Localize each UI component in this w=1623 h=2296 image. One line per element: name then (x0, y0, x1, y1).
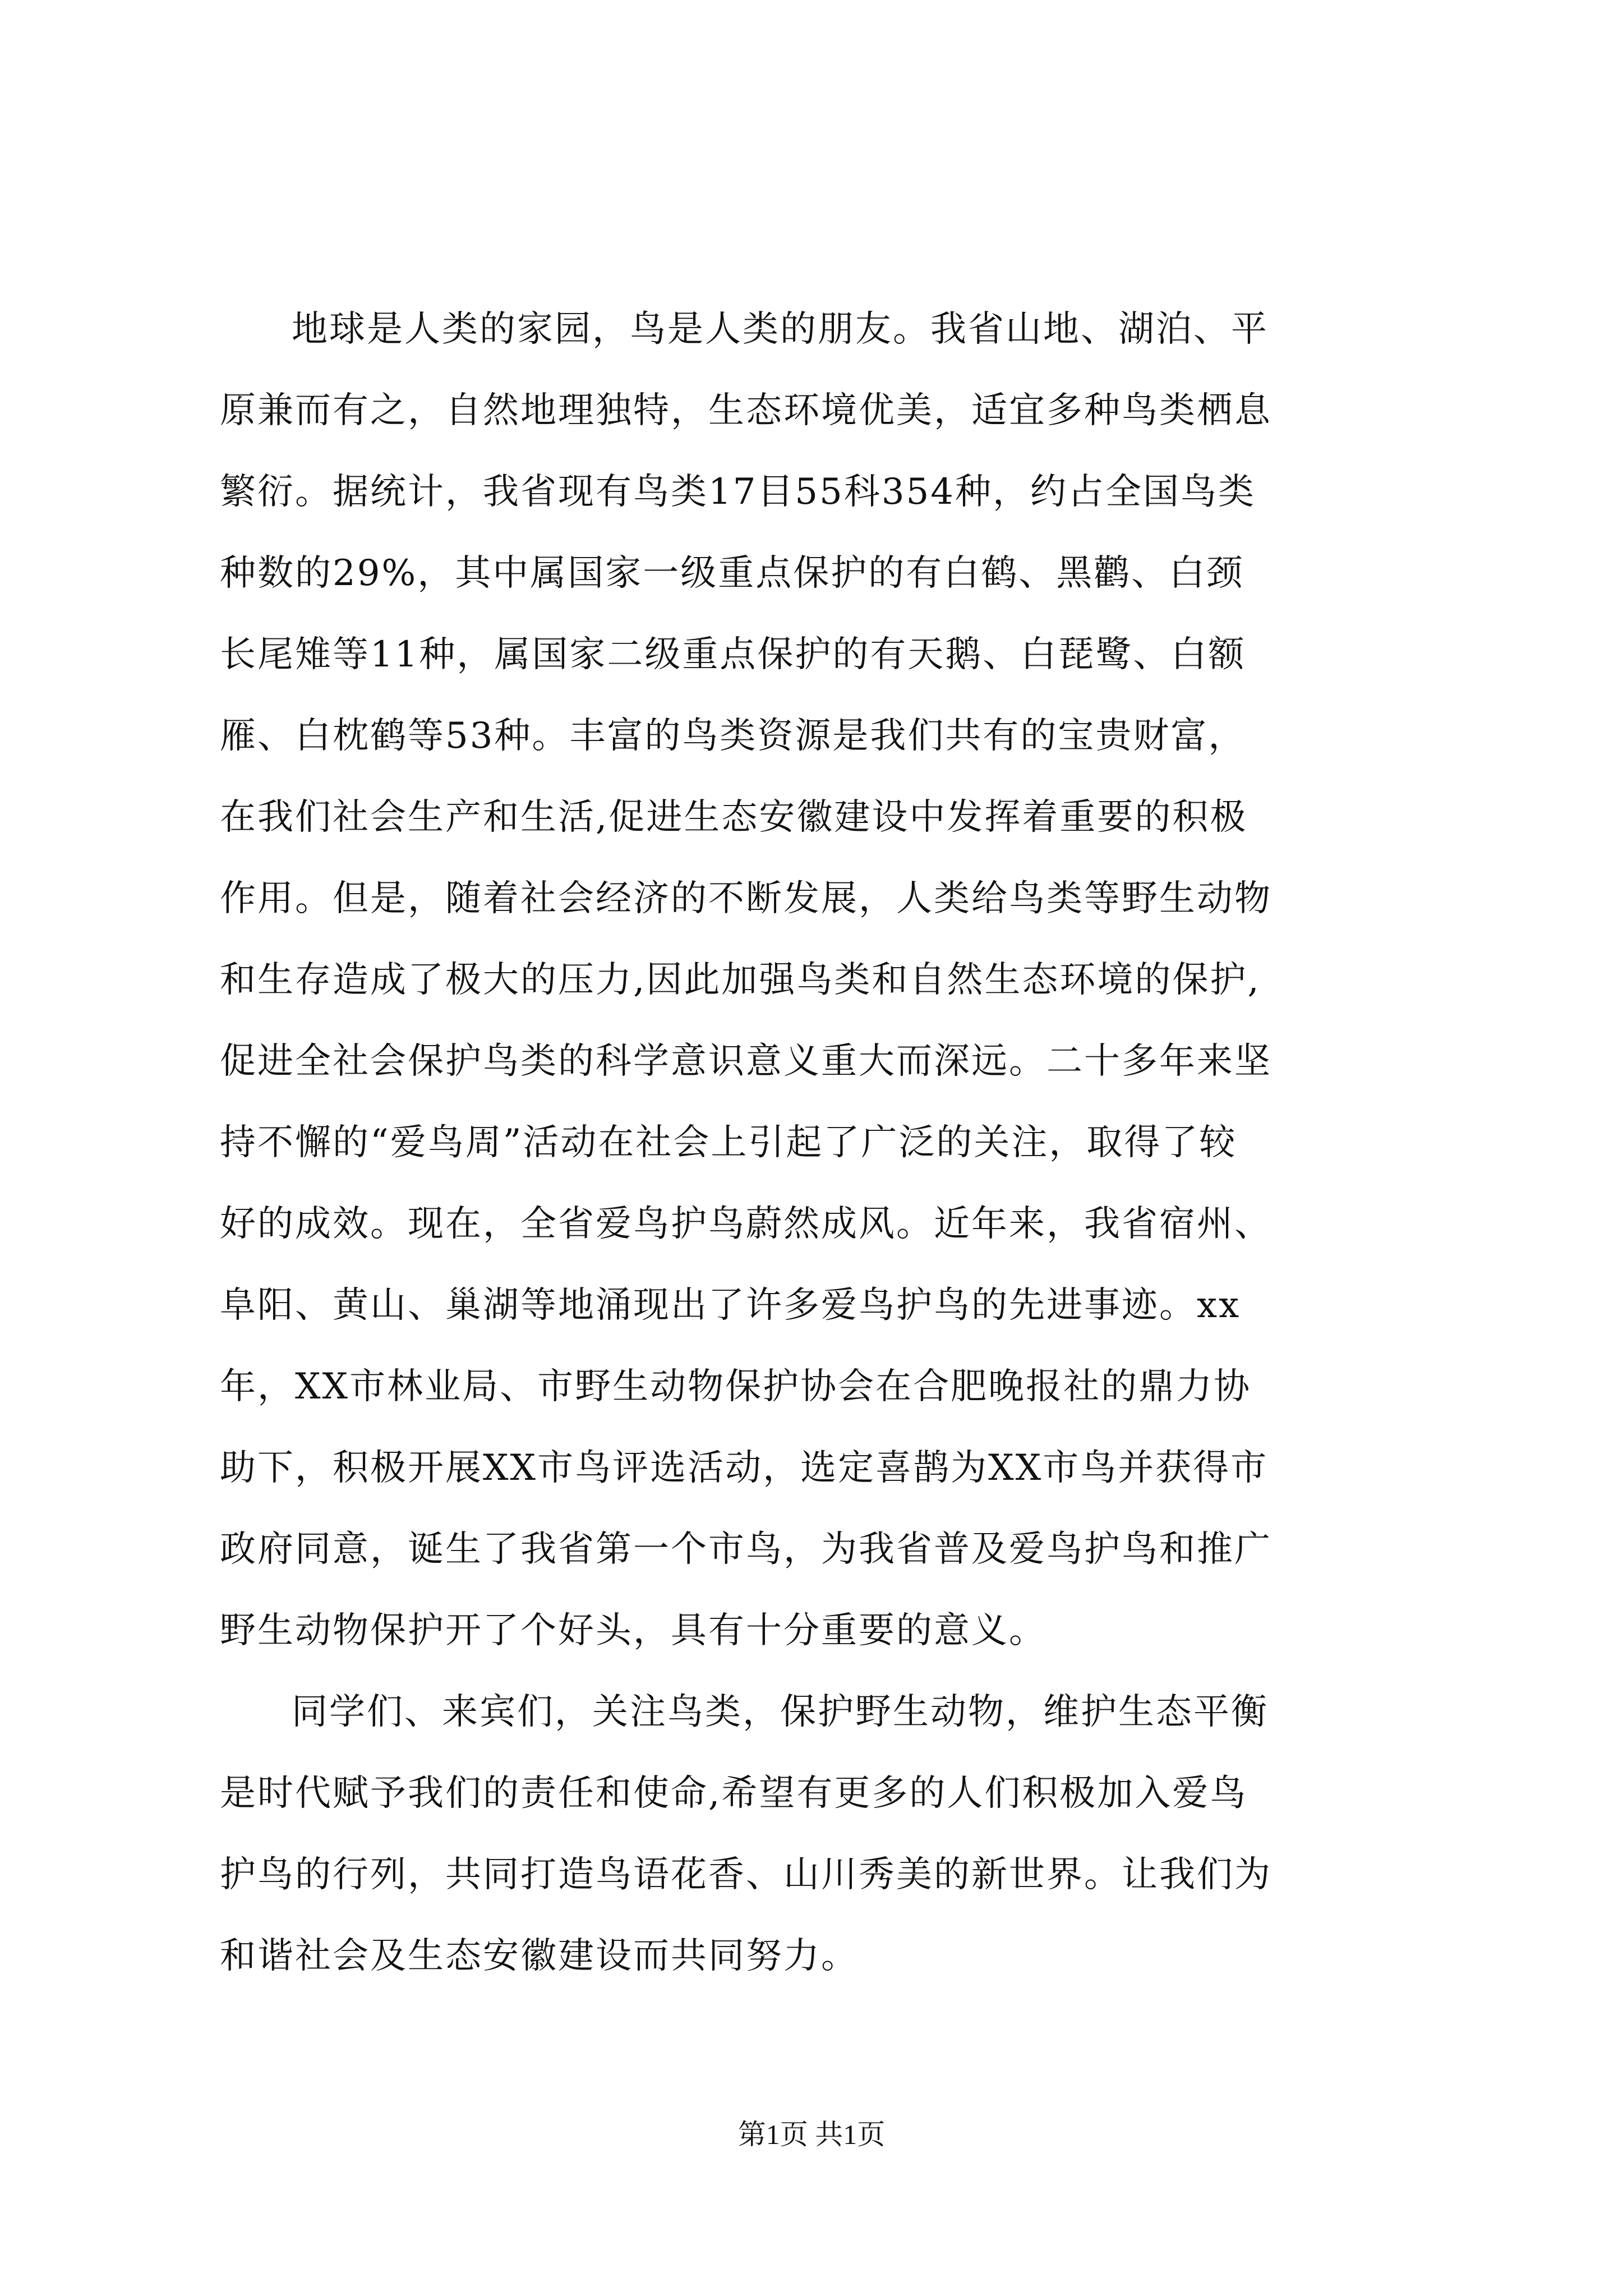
text-line: 种数的29%，其中属国家一级重点保护的有白鹤、黑鹳、白颈 (220, 553, 1244, 594)
text-line: 护鸟的行列，共同打造鸟语花香、山川秀美的新世界。让我们为 (220, 1854, 1272, 1895)
text-line: 地球是人类的家园，鸟是人类的朋友。我省山地、湖泊、平 (292, 309, 1269, 350)
text-line: 和生存造成了极大的压力,因此加强鸟类和自然生态环境的保护, (220, 959, 1261, 1001)
text-line: 原兼而有之，自然地理独特，生态环境优美，适宜多种鸟类栖息 (220, 390, 1272, 431)
text-line: 政府同意，诞生了我省第一个市鸟，为我省普及爱鸟护鸟和推广 (220, 1529, 1272, 1570)
text-line: 雁、白枕鹤等53种。丰富的鸟类资源是我们共有的宝贵财富， (220, 715, 1246, 757)
text-line: 助下，积极开展XX市鸟评选活动，选定喜鹊为XX市鸟并获得市 (220, 1447, 1269, 1489)
page-footer (0, 2118, 1623, 2151)
text-line: 同学们、来宾们，关注鸟类，保护野生动物，维护生态平衡 (292, 1691, 1269, 1733)
text-line: 在我们社会生产和生活,促进生态安徽建设中发挥着重要的积极 (220, 797, 1248, 838)
text-line: 阜阳、黄山、巢湖等地涌现出了许多爱鸟护鸟的先进事迹。xx (220, 1285, 1241, 1326)
text-line: 好的成效。现在，全省爱鸟护鸟蔚然成风。近年来，我省宿州、 (220, 1203, 1272, 1245)
text-line: 繁衍。据统计，我省现有鸟类17目55科354种，约占全国鸟类 (220, 471, 1256, 513)
paragraph-2 (220, 1672, 1409, 1997)
paragraph-1 (220, 289, 1409, 1672)
text-line: 促进全社会保护鸟类的科学意识意义重大而深远。二十多年来坚 (220, 1041, 1272, 1082)
page-number-label: 第1页 共1页 (737, 2119, 886, 2150)
text-line: 持不懈的“爱鸟周”活动在社会上引起了广泛的关注，取得了较 (220, 1122, 1237, 1163)
text-line: 长尾雉等11种，属国家二级重点保护的有天鹅、白琵鹭、白额 (220, 634, 1246, 675)
document-body (220, 289, 1409, 1997)
text-line: 野生动物保护开了个好头，具有十分重要的意义。 (220, 1610, 1046, 1651)
text-line: 作用。但是，随着社会经济的不断发展，人类给鸟类等野生动物 (220, 878, 1272, 919)
text-line: 是时代赋予我们的责任和使命,希望有更多的人们积极加入爱鸟 (220, 1773, 1248, 1814)
text-line: 年，XX市林业局、市野生动物保护协会在合肥晚报社的鼎力协 (220, 1366, 1252, 1407)
text-line: 和谐社会及生态安徽建设而共同努力。 (220, 1935, 859, 1977)
